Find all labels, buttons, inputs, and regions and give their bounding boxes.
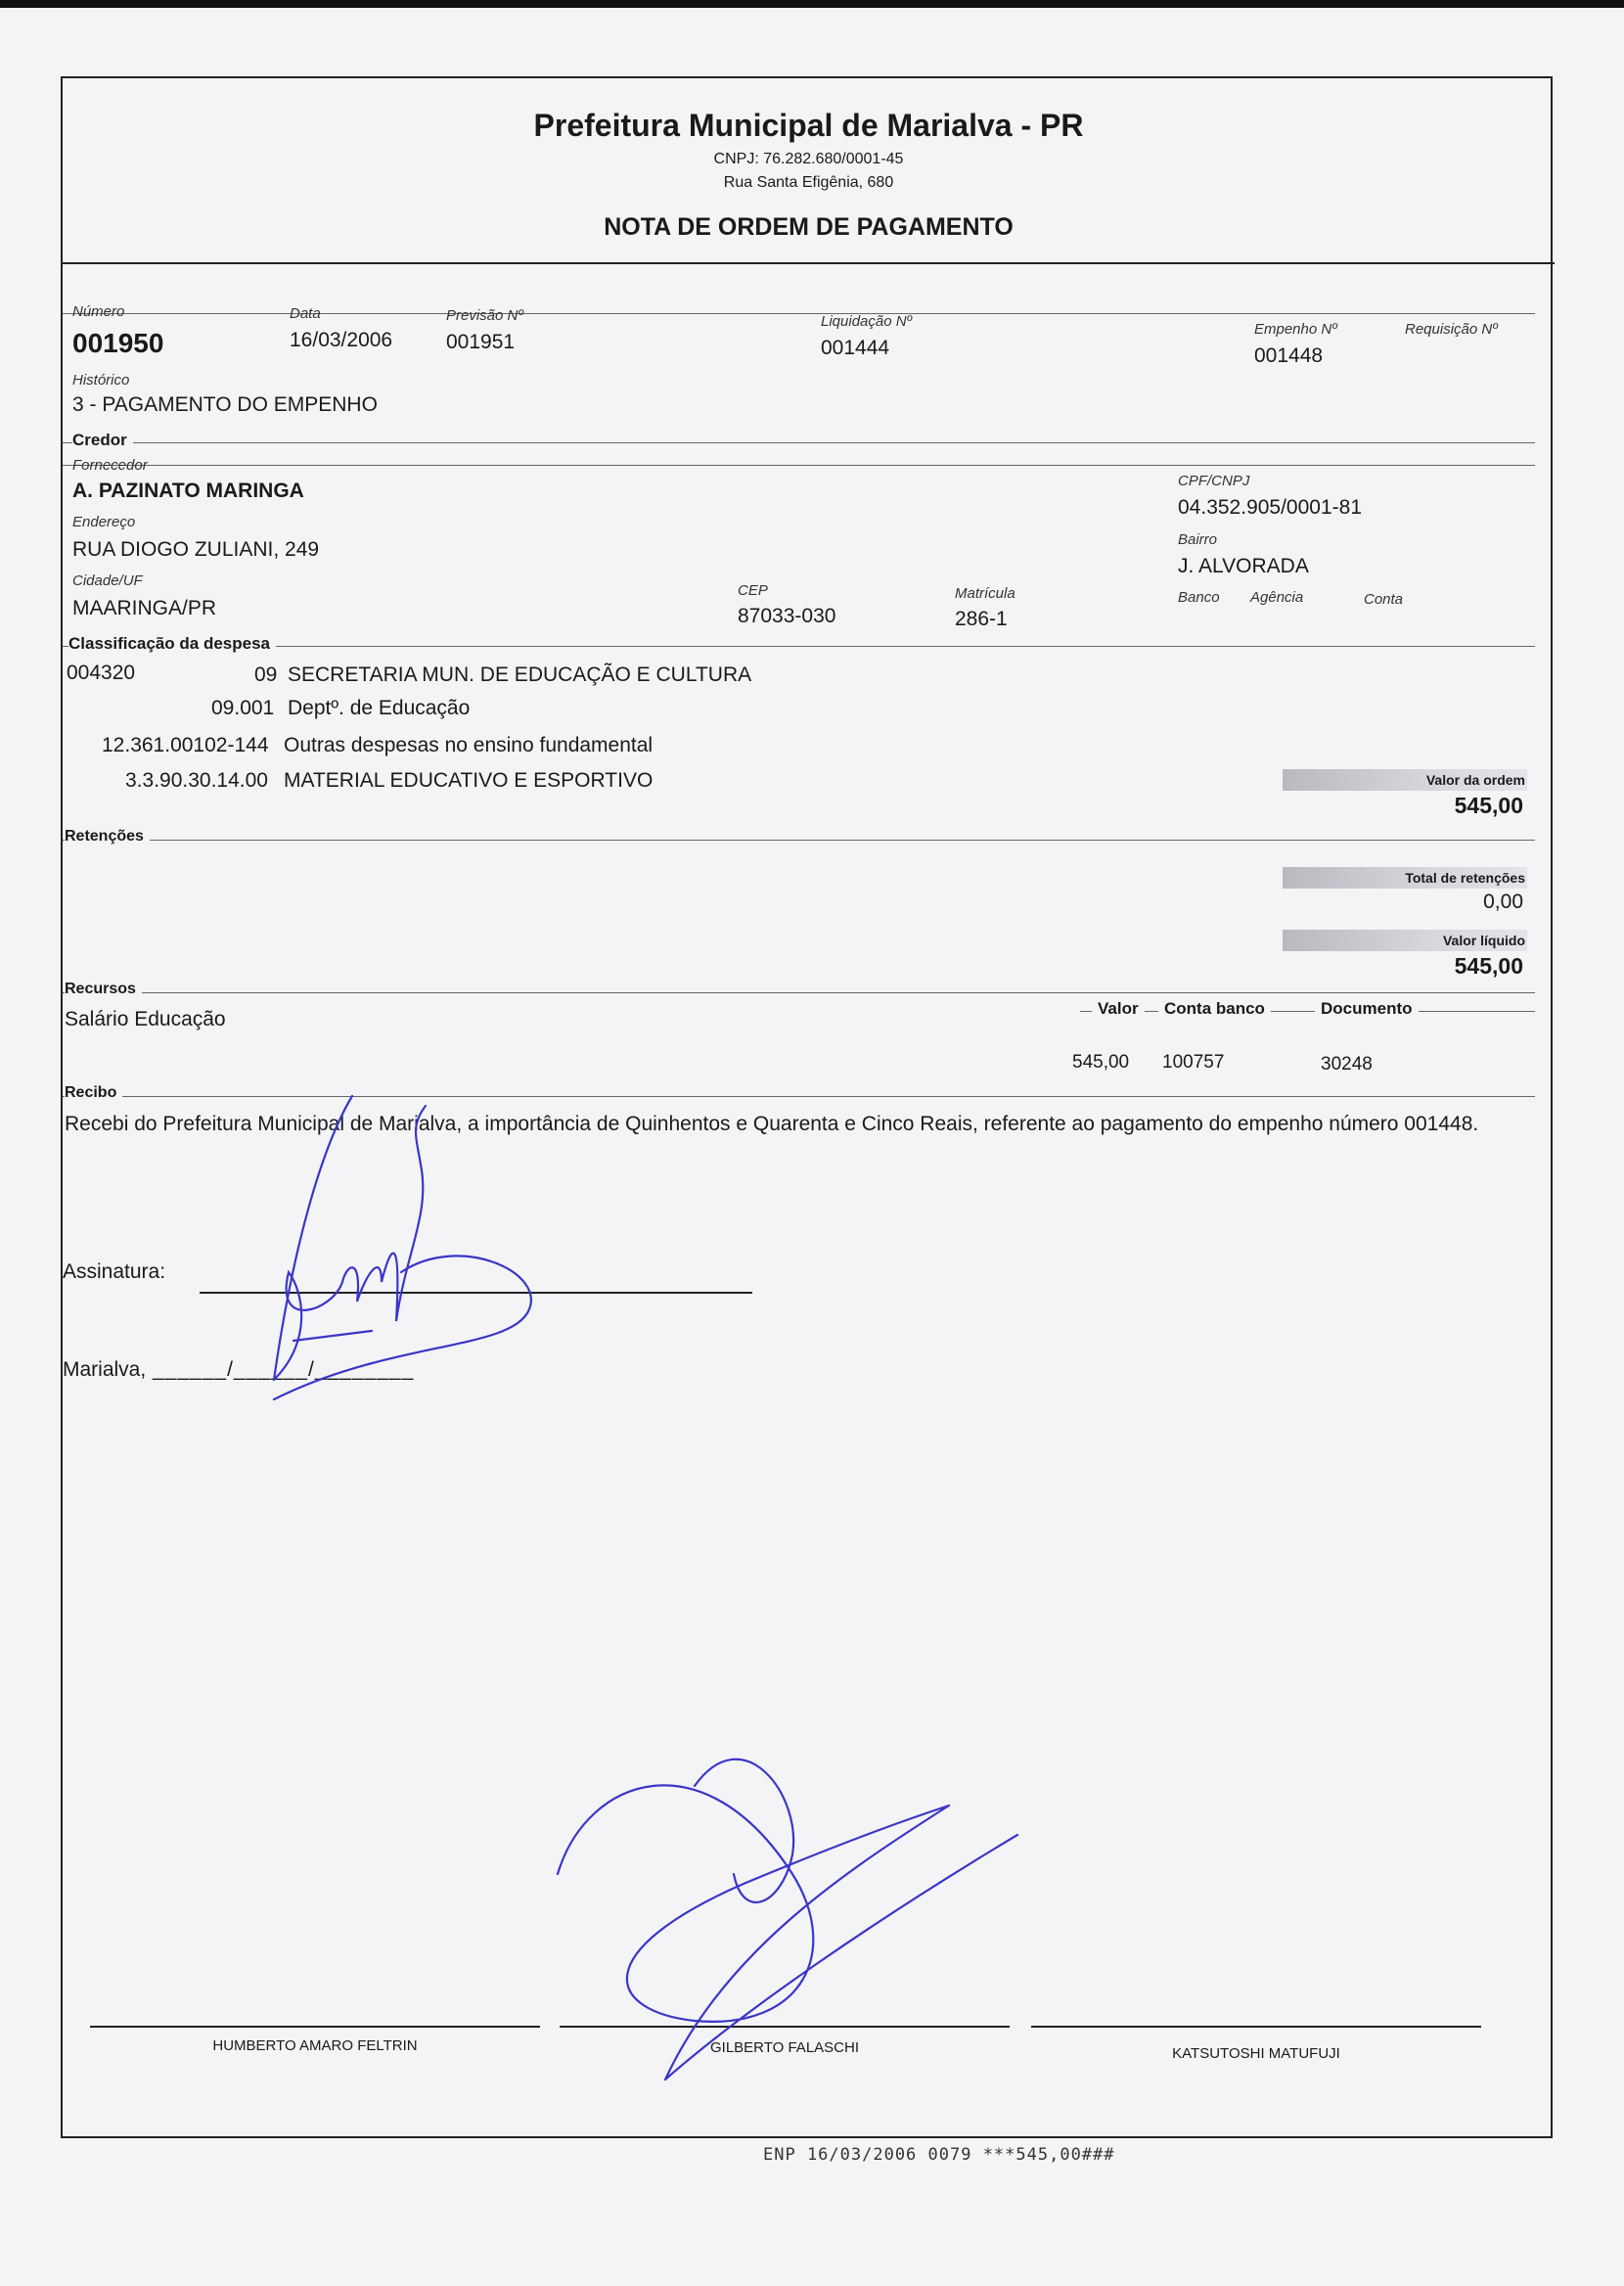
empenho-number: 001448 [1254, 344, 1324, 367]
fornecedor-label: Fornecedor [72, 457, 148, 474]
recursos-valor: 545,00 [1072, 1052, 1130, 1073]
data-label: Data [290, 305, 321, 322]
previsao-number: 001951 [446, 331, 516, 353]
local-data-label: Marialva, [63, 1358, 147, 1381]
order-date: 16/03/2006 [290, 329, 393, 351]
liquidacao-label: Liquidação Nº [821, 313, 913, 330]
cpf-label: CPF/CNPJ [1178, 473, 1250, 489]
cep-value: 87033-030 [738, 605, 836, 627]
scan-edge [0, 0, 1624, 8]
conta-label: Conta [1364, 591, 1404, 608]
signatory-1: HUMBERTO AMARO FELTRIN [212, 2037, 418, 2054]
recursos-section-title: Recursos [65, 981, 142, 998]
date-blanks: ______/______/________ [153, 1358, 415, 1381]
requisicao-label: Requisição Nº [1405, 321, 1498, 338]
class-line-1-code: 09 [254, 663, 278, 686]
classificacao-section-title: Classificação da despesa [68, 634, 276, 654]
previsao-label: Previsão Nº [446, 307, 523, 324]
cidade-label: Cidade/UF [72, 572, 143, 589]
credor-section-title: Credor [72, 431, 133, 450]
class-line-3-code: 12.361.00102-144 [102, 734, 269, 756]
document-title: NOTA DE ORDEM DE PAGAMENTO [604, 213, 1014, 241]
recibo-section-title: Recibo [65, 1084, 122, 1102]
recursos-conta-label: Conta banco [1158, 999, 1271, 1019]
handwritten-signature-recibo [235, 1086, 567, 1409]
payment-stamp: ENP 16/03/2006 0079 ***545,00### [763, 2145, 1115, 2165]
handwritten-signature-gilberto [548, 1757, 1037, 2109]
empenho-label: Empenho Nº [1254, 321, 1337, 338]
recursos-fonte: Salário Educação [65, 1008, 226, 1030]
signatory-2: GILBERTO FALASCHI [710, 2039, 859, 2056]
issuer-title: Prefeitura Municipal de Marialva - PR [533, 108, 1084, 143]
valor-ordem-label: Valor da ordem [1425, 772, 1525, 788]
cep-label: CEP [738, 582, 768, 599]
matricula-value: 286-1 [955, 608, 1008, 630]
recursos-documento-label: Documento [1315, 999, 1419, 1019]
assinatura-label: Assinatura: [63, 1260, 166, 1283]
historico-value: 3 - PAGAMENTO DO EMPENHO [72, 393, 378, 416]
agencia-label: Agência [1250, 589, 1304, 606]
valor-liquido: 545,00 [1454, 953, 1523, 979]
class-line-2-code: 09.001 [211, 697, 275, 719]
issuer-cnpj: CNPJ: 76.282.680/0001-45 [713, 151, 904, 167]
matricula-label: Matrícula [955, 585, 1015, 602]
class-line-4-desc: MATERIAL EDUCATIVO E ESPORTIVO [284, 769, 654, 792]
class-line-1-desc: SECRETARIA MUN. DE EDUCAÇÃO E CULTURA [288, 663, 752, 686]
banco-label: Banco [1178, 589, 1220, 606]
valor-liquido-label: Valor líquido [1442, 933, 1525, 948]
liquidacao-number: 001444 [821, 337, 890, 359]
order-number: 001950 [72, 328, 164, 358]
retencoes-section-title: Retenções [65, 828, 150, 846]
valor-ordem-box [1283, 769, 1527, 791]
valor-ordem: 545,00 [1454, 793, 1523, 818]
total-retencoes: 0,00 [1483, 891, 1523, 913]
endereco-label: Endereço [72, 514, 136, 530]
total-retencoes-label: Total de retenções [1405, 870, 1525, 886]
classificacao-code: 004320 [67, 662, 136, 684]
numero-label: Número [72, 303, 125, 320]
recursos-conta: 100757 [1162, 1052, 1225, 1073]
bairro-value: J. ALVORADA [1178, 555, 1309, 577]
signatory-3: KATSUTOSHI MATUFUJI [1172, 2045, 1340, 2062]
cidade-value: MAARINGA/PR [72, 597, 217, 619]
total-retencoes-box [1283, 867, 1527, 889]
issuer-address: Rua Santa Efigênia, 680 [723, 174, 894, 191]
recursos-valor-label: Valor [1092, 999, 1145, 1019]
recibo-text: Recebi do Prefeitura Municipal de Marialva, a importância de Quinhentos e Quarenta e Cinco Reais, referente ao pagamento do empenho número 001448. [65, 1113, 1479, 1135]
class-line-4-code: 3.3.90.30.14.00 [125, 769, 268, 792]
fornecedor-name: A. PAZINATO MARINGA [72, 480, 304, 502]
bairro-label: Bairro [1178, 531, 1218, 548]
endereco-value: RUA DIOGO ZULIANI, 249 [72, 538, 320, 561]
class-line-2-desc: Deptº. de Educação [288, 697, 471, 719]
valor-liquido-box [1283, 930, 1527, 951]
historico-label: Histórico [72, 372, 130, 389]
cpf-value: 04.352.905/0001-81 [1178, 496, 1363, 519]
recursos-documento: 30248 [1321, 1054, 1373, 1074]
class-line-3-desc: Outras despesas no ensino fundamental [284, 734, 654, 756]
